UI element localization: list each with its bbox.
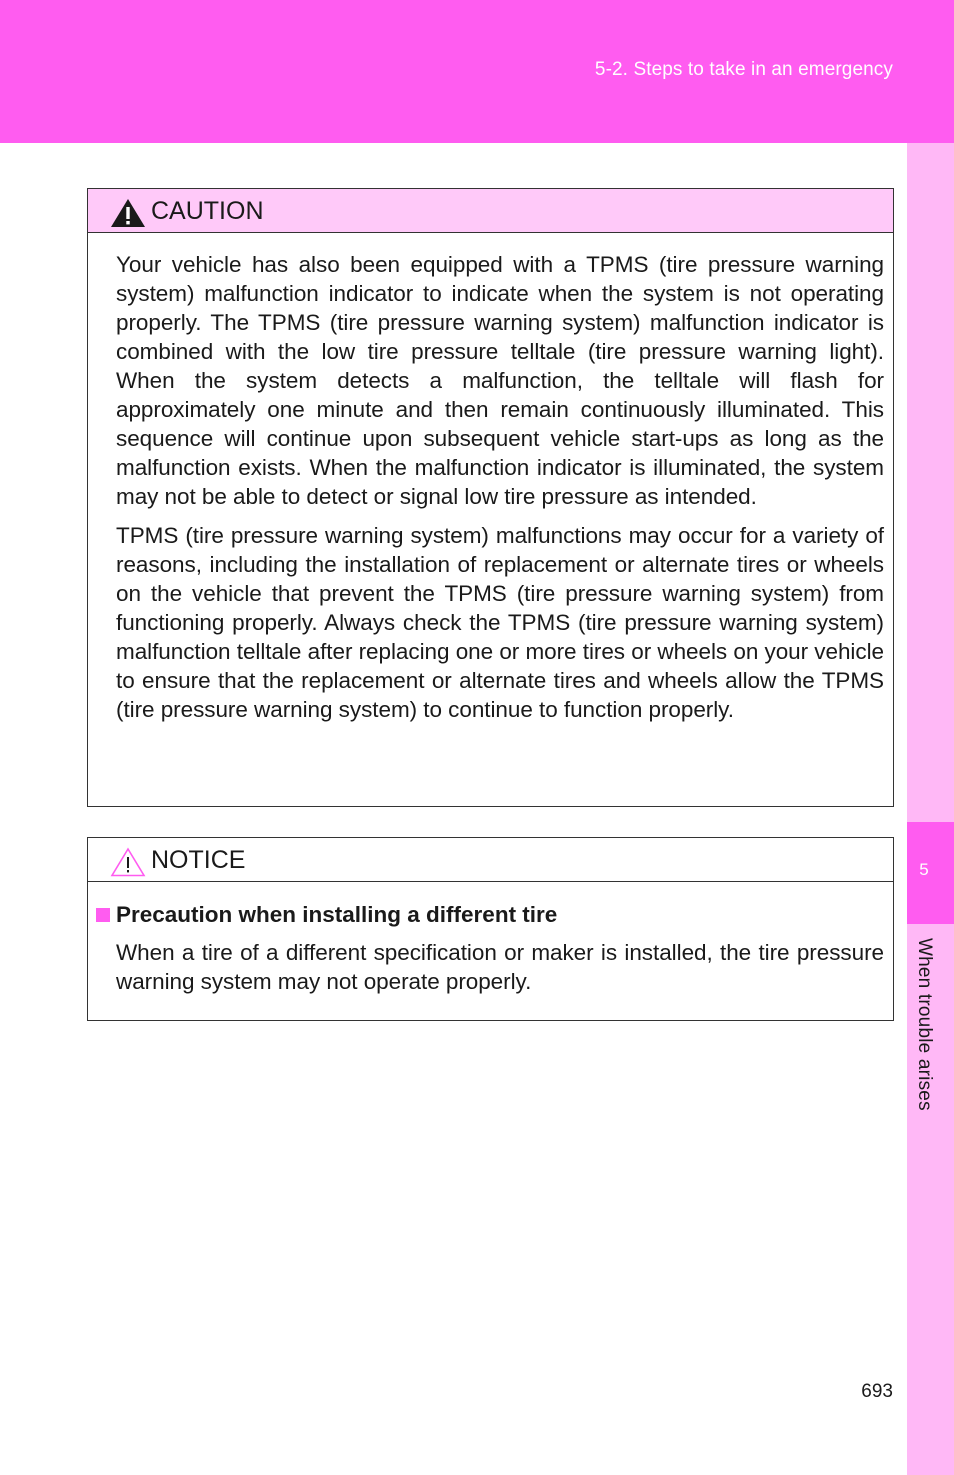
caution-body (88, 233, 893, 724)
notice-body (88, 882, 893, 996)
square-bullet-icon (96, 908, 110, 922)
chapter-label: When trouble arises (914, 938, 935, 1111)
caution-box (87, 188, 894, 807)
page-number: 693 (861, 1381, 893, 1402)
caution-header (88, 189, 893, 233)
side-strip (907, 143, 954, 1475)
caution-paragraph: TPMS (tire pressure warning system) malfunctions may occur for a variety of reasons, including the installation of replacement or alternate tires or wheels on the vehicle that prevent the TPMS (tire pressure warning system) from functioning properly. Always check the TPMS (tire pressure warning system) malfunction telltale after replacing one or more tires or wheels on your vehicle to ensure that the replacement or alternate tires and wheels allow the TPMS (tire pressure warning system) to continue to function properly. (116, 523, 884, 722)
chapter-tab (907, 822, 954, 924)
warning-triangle-outline-icon (110, 847, 146, 877)
notice-heading-text: Precaution when installing a different tire (116, 902, 558, 927)
caution-title: CAUTION (151, 197, 264, 225)
chapter-number: 5 (919, 860, 929, 879)
notice-header (88, 838, 893, 882)
page-header (0, 0, 954, 143)
warning-triangle-filled-icon (110, 198, 146, 228)
notice-subheading (96, 901, 884, 928)
notice-paragraph: When a tire of a different specification or maker is installed, the tire pressure warning system may not operate properly. (116, 940, 884, 994)
section-title: 5-2. Steps to take in an emergency (594, 59, 893, 80)
notice-box (87, 837, 894, 1021)
notice-title: NOTICE (151, 846, 246, 874)
caution-paragraph: Your vehicle has also been equipped with a TPMS (tire pressure warning system) malfunction indicator to indicate when the system is not operating properly. The TPMS (tire pressure warning system) malfunction indicator is combined with the low tire pressure telltale (tire pressure warning light). When the system detects a malfunction, the telltale will flash for approximately one minute and then remain continuously illuminated. This sequence will continue upon subsequent vehicle start-ups as long as the malfunction exists. When the malfunction indicator is illuminated, the system may not be able to detect or signal low tire pressure as intended. (116, 252, 884, 509)
